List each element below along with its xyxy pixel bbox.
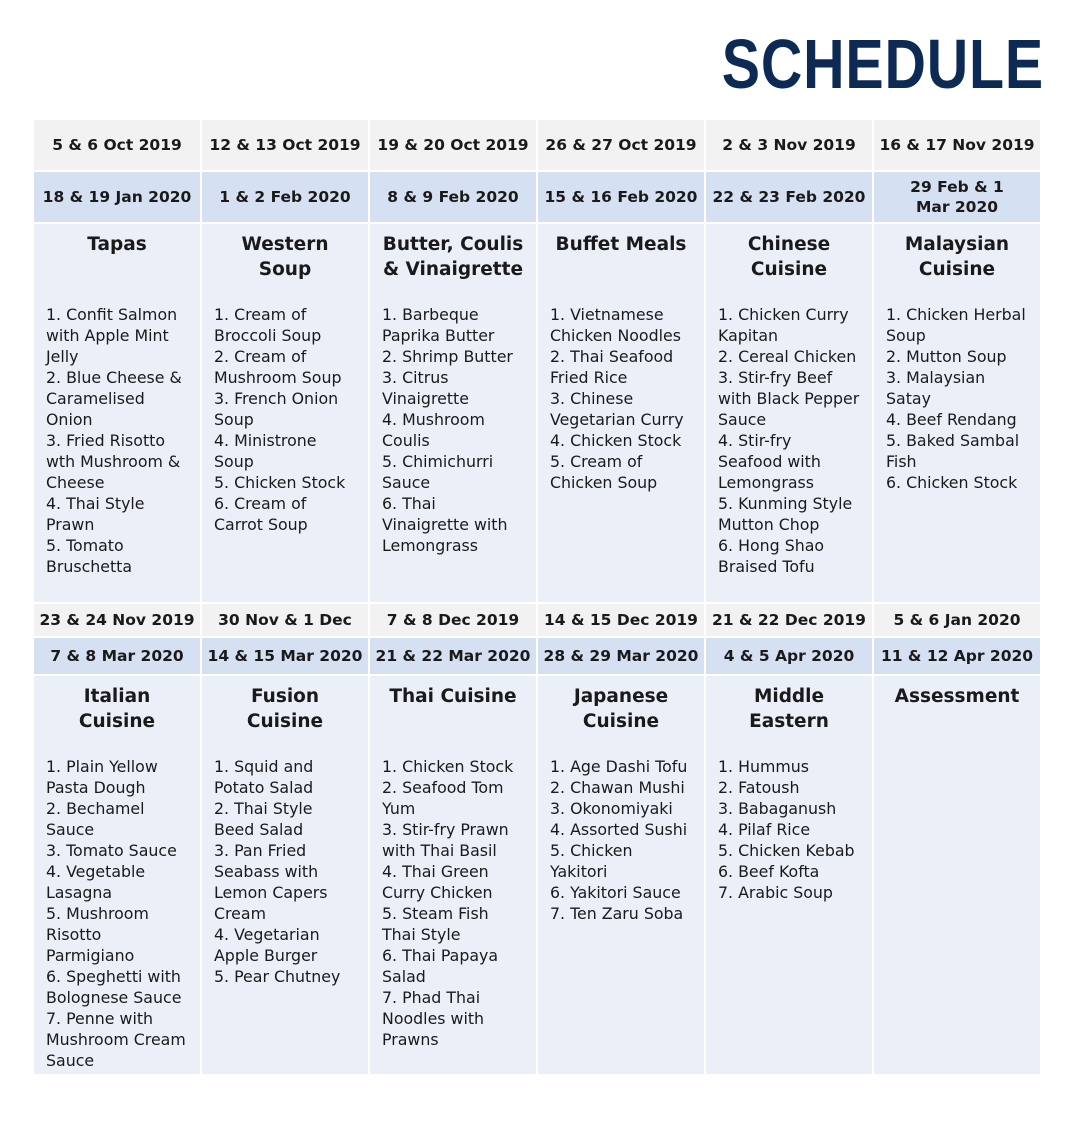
date-row <box>34 604 1040 636</box>
date-cell: 16 & 17 Nov 2019 <box>874 120 1040 170</box>
menu-item: 3. Pan Fried Seabass with Lemon Capers Cream <box>214 841 328 923</box>
module-cell <box>34 676 200 1074</box>
menu-item: 3. French Onion Soup <box>214 389 339 429</box>
menu-item: 6. Speghetti with Bolognese Sauce <box>46 967 182 1007</box>
module-topic: Assessment <box>894 686 1020 707</box>
date-cell: 5 & 6 Oct 2019 <box>34 120 200 170</box>
menu-item: 2. Cereal Chicken <box>718 347 857 366</box>
date-cell: 2 & 3 Nov 2019 <box>706 120 872 170</box>
menu-item: 7. Phad Thai Noodles with Prawns <box>382 988 485 1049</box>
menu-list <box>214 756 356 987</box>
menu-item: 2. Seafood Tom Yum <box>382 778 504 818</box>
menu-item: 2. Thai Style Beed Salad <box>214 799 313 839</box>
menu-item: 3. Chinese Vegetarian Curry <box>550 389 684 429</box>
menu-item: 1. Chicken Stock <box>382 757 514 776</box>
menu-item: 3. Babaganush <box>718 799 837 818</box>
menu-item: 5. Tomato Bruschetta <box>46 536 133 576</box>
date-cell: 7 & 8 Dec 2019 <box>370 604 536 636</box>
date-cell: 5 & 6 Jan 2020 <box>874 604 1040 636</box>
module-cell <box>202 676 368 1074</box>
menu-item: 3. Citrus Vinaigrette <box>382 368 469 408</box>
menu-item: 2. Fatoush <box>718 778 800 797</box>
date-row <box>34 638 1040 674</box>
menu-list <box>46 304 188 577</box>
menu-item: 3. Stir-fry Beef with Black Pepper Sauce <box>718 368 860 429</box>
menu-item: 2. Bechamel Sauce <box>46 799 145 839</box>
module-cell <box>538 676 704 1074</box>
menu-item: 4. Stir-fry Seafood with Lemongrass <box>718 431 821 492</box>
menu-item: 6. Beef Kofta <box>718 862 820 881</box>
date-cell: 7 & 8 Mar 2020 <box>34 638 200 674</box>
module-cell <box>370 224 536 602</box>
schedule-table <box>34 120 1040 1076</box>
module-topic: Western Soup <box>241 234 329 280</box>
menu-item: 1. Chicken Herbal Soup <box>886 305 1026 345</box>
date-cell: 14 & 15 Mar 2020 <box>202 638 368 674</box>
module-topic: Malaysian Cuisine <box>904 234 1010 280</box>
menu-item: 7. Penne with Mushroom Cream Sauce <box>46 1009 186 1070</box>
module-cell <box>538 224 704 602</box>
menu-item: 4. Thai Green Curry Chicken <box>382 862 493 902</box>
menu-item: 1. Hummus <box>718 757 810 776</box>
date-cell: 23 & 24 Nov 2019 <box>34 604 200 636</box>
menu-item: 3. Fried Risotto wth Mushroom & Cheese <box>46 431 181 492</box>
date-cell: 12 & 13 Oct 2019 <box>202 120 368 170</box>
module-topic: Thai Cuisine <box>389 686 517 707</box>
date-cell: 1 & 2 Feb 2020 <box>202 172 368 222</box>
menu-item: 5. Chicken Kebab <box>718 841 855 860</box>
menu-item: 6. Yakitori Sauce <box>550 883 681 902</box>
page-title: SCHEDULE <box>721 25 1044 103</box>
menu-item: 4. Pilaf Rice <box>718 820 811 839</box>
menu-item: 4. Mushroom Coulis <box>382 410 485 450</box>
module-row <box>34 676 1040 1074</box>
module-topic: Buffet Meals <box>555 234 687 255</box>
menu-item: 3. Tomato Sauce <box>46 841 177 860</box>
date-cell: 8 & 9 Feb 2020 <box>370 172 536 222</box>
menu-item: 1. Chicken Curry Kapitan <box>718 305 849 345</box>
module-cell <box>706 676 872 1074</box>
menu-item: 6. Cream of Carrot Soup <box>214 494 308 534</box>
menu-item: 7. Ten Zaru Soba <box>550 904 684 923</box>
menu-list <box>718 304 860 577</box>
menu-item: 4. Vegetarian Apple Burger <box>214 925 320 965</box>
menu-list <box>46 756 188 1071</box>
menu-item: 4. Thai Style Prawn <box>46 494 145 534</box>
menu-list <box>550 304 692 493</box>
menu-item: 2. Blue Cheese & Caramelised Onion <box>46 368 182 429</box>
menu-item: 3. Stir-fry Prawn with Thai Basil <box>382 820 509 860</box>
date-cell: 18 & 19 Jan 2020 <box>34 172 200 222</box>
menu-item: 1. Squid and Potato Salad <box>214 757 314 797</box>
menu-item: 4. Vegetable Lasagna <box>46 862 146 902</box>
menu-item: 1. Barbeque Paprika Butter <box>382 305 495 345</box>
menu-item: 4. Assorted Sushi <box>550 820 688 839</box>
module-topic: Japanese Cuisine <box>573 686 669 732</box>
module-topic: Butter, Coulis & Vinaigrette <box>382 234 524 280</box>
module-cell <box>370 676 536 1074</box>
menu-list <box>214 304 356 535</box>
menu-item: 5. Pear Chutney <box>214 967 341 986</box>
date-row <box>34 120 1040 170</box>
date-cell: 4 & 5 Apr 2020 <box>706 638 872 674</box>
menu-item: 1. Confit Salmon with Apple Mint Jelly <box>46 305 178 366</box>
menu-item: 5. Chimichurri Sauce <box>382 452 494 492</box>
date-cell: 30 Nov & 1 Dec <box>202 604 368 636</box>
menu-item: 4. Ministrone Soup <box>214 431 317 471</box>
menu-item: 2. Shrimp Butter <box>382 347 513 366</box>
menu-item: 4. Beef Rendang <box>886 410 1017 429</box>
menu-item: 5. Steam Fish Thai Style <box>382 904 489 944</box>
date-cell: 19 & 20 Oct 2019 <box>370 120 536 170</box>
module-topic: Tapas <box>87 234 147 255</box>
menu-list <box>550 756 692 924</box>
menu-item: 3. Okonomiyaki <box>550 799 673 818</box>
date-cell: 21 & 22 Mar 2020 <box>370 638 536 674</box>
menu-item: 1. Age Dashi Tofu <box>550 757 688 776</box>
menu-item: 2. Chawan Mushi <box>550 778 685 797</box>
menu-item: 5. Mushroom Risotto Parmigiano <box>46 904 149 965</box>
date-cell: 26 & 27 Oct 2019 <box>538 120 704 170</box>
module-cell <box>706 224 872 602</box>
date-cell: 22 & 23 Feb 2020 <box>706 172 872 222</box>
module-topic: Middle Eastern <box>749 686 829 732</box>
menu-item: 6. Thai Papaya Salad <box>382 946 499 986</box>
menu-item: 2. Thai Seafood Fried Rice <box>550 347 674 387</box>
date-cell: 15 & 16 Feb 2020 <box>538 172 704 222</box>
menu-item: 6. Chicken Stock <box>886 473 1018 492</box>
menu-list <box>886 304 1028 493</box>
module-cell <box>34 224 200 602</box>
menu-item: 5. Chicken Stock <box>214 473 346 492</box>
menu-item: 1. Cream of Broccoli Soup <box>214 305 322 345</box>
menu-item: 5. Chicken Yakitori <box>550 841 633 881</box>
menu-item: 5. Kunming Style Mutton Chop <box>718 494 853 534</box>
module-cell <box>874 224 1040 602</box>
date-cell: 14 & 15 Dec 2019 <box>538 604 704 636</box>
module-cell <box>202 224 368 602</box>
date-cell: 21 & 22 Dec 2019 <box>706 604 872 636</box>
menu-item: 6. Hong Shao Braised Tofu <box>718 536 825 576</box>
date-cell: 28 & 29 Mar 2020 <box>538 638 704 674</box>
date-cell: 11 & 12 Apr 2020 <box>874 638 1040 674</box>
menu-list <box>382 756 524 1050</box>
module-topic: Italian Cuisine <box>78 686 156 732</box>
menu-item: 6. Thai Vinaigrette with Lemongrass <box>382 494 508 555</box>
module-cell <box>874 676 1040 1074</box>
menu-item: 1. Vietnamese Chicken Noodles <box>550 305 681 345</box>
module-topic: Fusion Cuisine <box>246 686 324 732</box>
menu-item: 4. Chicken Stock <box>550 431 682 450</box>
date-row <box>34 172 1040 222</box>
menu-item: 5. Cream of Chicken Soup <box>550 452 658 492</box>
menu-list <box>718 756 860 903</box>
menu-item: 1. Plain Yellow Pasta Dough <box>46 757 158 797</box>
module-topic: Chinese Cuisine <box>747 234 831 280</box>
menu-item: 2. Mutton Soup <box>886 347 1007 366</box>
menu-item: 3. Malaysian Satay <box>886 368 986 408</box>
menu-item: 5. Baked Sambal Fish <box>886 431 1020 471</box>
menu-item: 2. Cream of Mushroom Soup <box>214 347 342 387</box>
date-cell: 29 Feb & 1 Mar 2020 <box>874 172 1040 222</box>
menu-list <box>382 304 524 556</box>
module-row <box>34 224 1040 602</box>
menu-item: 7. Arabic Soup <box>718 883 833 902</box>
